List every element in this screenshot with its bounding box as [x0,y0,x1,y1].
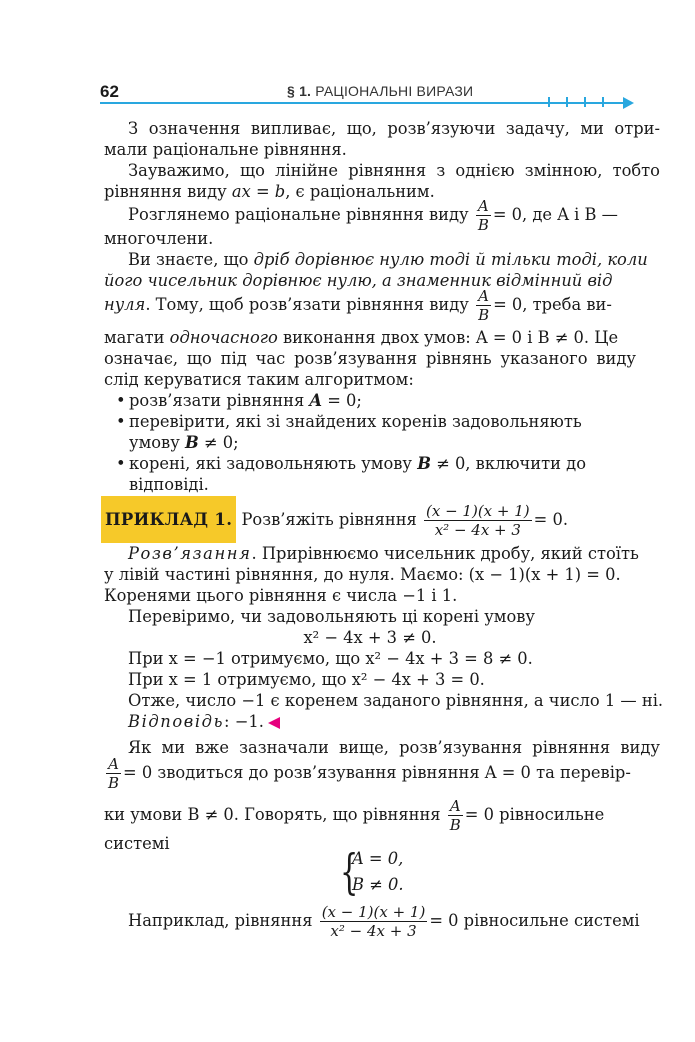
text-span: = 0, треба ви- [493,295,612,314]
answer-value: : −1. [224,712,264,731]
paragraph-line [104,327,636,348]
paragraph-line: системі [104,834,170,853]
paragraph-line: у лівій частині рівняння, до нуля. Маємо: (x − 1)(x + 1) = 0. [104,565,621,584]
text-span: рівняння виду [104,182,232,201]
text-span: Ви знаєте, що [128,250,254,269]
italic-span: його чисельник дорівнює нулю, а знаменник відмінний від [104,271,613,290]
fraction-numerator: A [476,287,491,306]
paragraph-line: При x = 1 отримуємо, що x² − 4x + 3 = 0. [128,670,485,689]
text-span: Наприклад, рівняння [128,911,318,930]
fraction [320,903,428,940]
list-item [116,390,639,411]
fraction-numerator: A [448,797,463,816]
brace-icon: { [340,844,359,900]
text-span: корені, які задовольняють умову [129,454,418,473]
fraction-denominator: x² − 4x + 3 [330,922,417,940]
system-row: B ≠ 0. [352,875,404,894]
text-span: = 0 зводиться до розв’язування рівняння A = 0 та перевір- [123,763,631,782]
text-span: = 0, де A і B — [492,205,618,224]
text-span: Розглянемо раціональне рівняння виду [128,205,474,224]
paragraph-line: слід керуватися таким алгоритмом: [104,370,414,389]
equation-inline: ax = b [231,182,286,201]
example-heading [101,496,633,543]
text-span: розв’язати рівняння [129,391,310,410]
paragraph-line: мали раціональне рівняння. [104,140,347,159]
answer-line [104,711,660,732]
fraction-numerator: A [476,197,491,216]
example-badge: ПРИКЛАД 1. [101,496,236,543]
fraction-denominator: B [478,306,490,324]
text-span: , є раціональним. [285,182,435,201]
header-tick [566,97,568,107]
fraction-denominator: B [108,774,120,792]
list-item-continuation: відповіді. [129,475,209,494]
header-tick [584,97,586,107]
bullet-icon: • [116,454,126,473]
text-span: . Тому, щоб розв’язати рівняння виду [145,295,475,314]
section-mark: § 1. [287,83,312,99]
system-row: A = 0, [352,849,404,868]
paragraph-line: При x = −1 отримуємо, що x² − 4x + 3 = 8 ≠ 0. [128,649,533,668]
fraction-denominator: B [477,216,489,234]
text-span: ≠ 0, включити до [430,454,586,473]
italic-span: дріб дорівнює нулю тоді й тільки тоді, коли [253,250,648,269]
answer-label: Відповідь [128,712,225,731]
section-title [287,83,473,99]
paragraph-line [104,543,660,564]
text-span: магати [104,328,170,347]
list-item [116,453,639,474]
text-span: перевірити, які зі знайдених коренів задовольняють [129,412,582,431]
page-header [100,82,640,112]
section-title-text: РАЦІОНАЛЬНІ ВИРАЗИ [315,83,474,99]
equation-line: x² − 4x + 3 ≠ 0. [303,628,437,647]
paragraph-line [104,755,636,792]
text-span: = 0. [533,510,568,529]
fraction [106,755,121,792]
italic-span: одночасного [169,328,278,347]
bold-span: B [184,433,199,452]
text-span: Розв’яжіть рівняння [241,510,417,529]
paragraph-line [104,287,636,324]
text-span: = 0; [322,391,362,410]
fraction [424,502,532,539]
bold-span: B [417,454,431,473]
fraction [476,287,491,324]
text-span: = 0 рівносильне системі [429,911,640,930]
paragraph-line [104,249,660,270]
paragraph-line: Перевіримо, чи задовольняють ці корені умову [128,607,535,626]
equation-system [340,846,460,898]
paragraph-line: Як ми вже зазначали вище, розв’язування рівняння виду [128,738,660,757]
bold-span: A [309,391,323,410]
fraction-numerator: (x − 1)(x + 1) [321,903,426,921]
bullet-icon: • [116,391,126,410]
fraction-numerator: A [106,755,121,774]
paragraph-line: означає, що під час розв’язування рівнянь указаного виду [104,349,636,368]
paragraph-line: З означення випливає, що, розв’язуючи задачу, ми отри- [128,119,660,138]
paragraph-line [104,797,636,834]
header-tick [602,97,604,107]
list-item-continuation [129,432,639,453]
header-arrow-icon [623,97,634,109]
text-span: ≠ 0; [198,433,239,452]
list-item [116,411,639,432]
fraction-numerator: (x − 1)(x + 1) [426,502,530,520]
solution-label: Розв’язання [128,544,252,563]
page-number: 62 [100,82,119,101]
text-span: ки умови B ≠ 0. Говорять, що рівняння [104,805,446,824]
header-rule [100,102,625,104]
paragraph-line: Коренями цього рівняння є числа −1 і 1. [104,586,458,605]
bullet-icon: • [116,412,126,431]
fraction [448,797,463,834]
header-tick [548,97,550,107]
paragraph-line: многочлени. [104,229,214,248]
text-span: = 0 рівносильне [464,805,605,824]
fraction-denominator: x² − 4x + 3 [434,521,521,539]
italic-span: нуля [104,295,146,314]
fraction-denominator: B [449,816,461,834]
paragraph-line [104,900,660,942]
end-of-example-icon [268,717,280,729]
text-span: . Прирівнюємо чисельник дробу, який стоїть [251,544,639,563]
paragraph-line: Зауважимо, що лінійне рівняння з однією змінною, тобто [128,161,660,180]
text-span: умову [129,433,185,452]
text-span: виконання двох умов: A = 0 і B ≠ 0. Це [277,328,619,347]
paragraph-line: Отже, число −1 є коренем заданого рівняння, а число 1 — ні. [128,691,664,710]
